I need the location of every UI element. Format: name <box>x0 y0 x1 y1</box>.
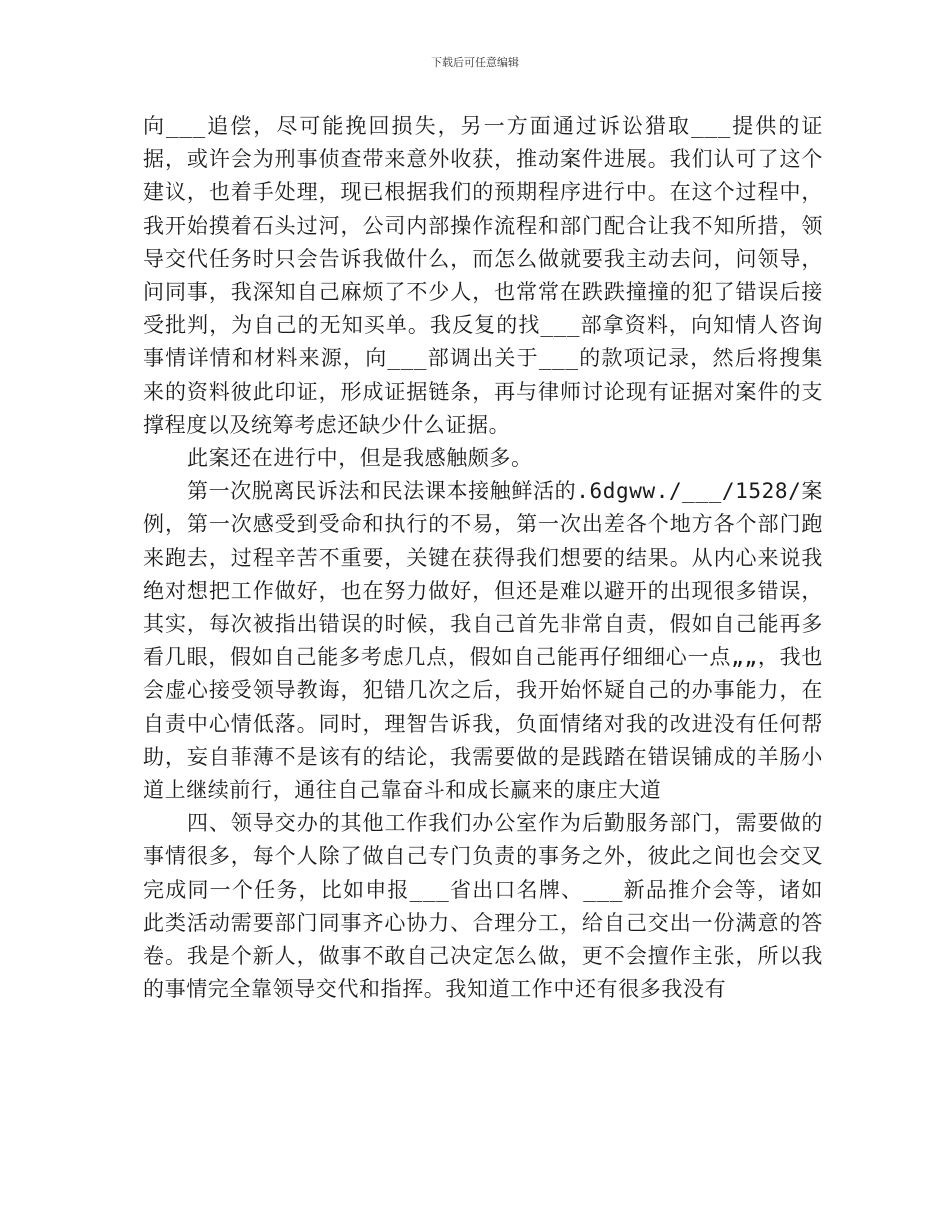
paragraph: 此案还在进行中，但是我感触颇多。 <box>187 446 533 471</box>
page-header: 下载后可任意编辑 <box>431 56 519 69</box>
paragraph-continued: 向___追偿，尽可能挽回损失，另一方面通过诉讼猎取___提供的证据，或许会为刑事侦查带来意外收获，推动案件进展。我们认可了这个建议，也着手处理，现已根据我们的预期程序进行中。在这个过程中，我开始摸着石头过河，公司内部操作流程和部门配合让我不知所措，领导交代任务时只会告诉我做什么，而怎么做就要我主动去问，问领导，问同事，我深知自己麻烦了不少人，也常常在跌跌撞撞的犯了错误后接受批判，为自己的无知买单。我反复的找___部拿资料，向知情人咨询事情详情和材料来源，向___部调出关于___的款项记录，然后将搜集来的资料彼此印证，形成证据链条，再与律师讨论现有证据对案件的支撑程度以及统筹考虑还缺少什么证据。 <box>143 114 823 437</box>
paragraph: 第一次脱离民诉法和民法课本接触鲜活的.6dgww./___/1528/案例，第一次感受到受命和执行的不易，第一次出差各个地方各个部门跑来跑去，过程辛苦不重要，关键在获得我们想要的结果。从内心来说我绝对想把工作做好，也在努力做好，但还是难以避开的出现很多错误，其实，每次被指出错误的时候，我自己首先非常自责，假如自己能再多看几眼，假如自己能多考虑几点，假如自己能再仔细细心一点„„，我也会虚心接受领导教诲，犯错几次之后，我开始怀疑自己的办事能力，在自责中心情低落。同时，理智告诉我，负面情绪对我的改进没有任何帮助，妄自菲薄不是该有的结论，我需要做的是践踏在错误铺成的羊肠小道上继续前行，通往自己靠奋斗和成长赢来的康庄大道 <box>143 479 823 803</box>
paragraph: 四、领导交办的其他工作我们办公室作为后勤服务部门，需要做的事情很多，每个人除了做自己专门负责的事务之外，彼此之间也会交叉完成同一个任务，比如申报___省出口名牌、___新品推介会等，诸如此类活动需要部门同事齐心协力、合理分工，给自己交出一份满意的答卷。我是个新人，做事不敢自己决定怎么做，更不会擅作主张，所以我的事情完全靠领导交代和指挥。我知道工作中还有很多我没有 <box>143 811 823 1002</box>
document-body <box>143 110 823 1006</box>
